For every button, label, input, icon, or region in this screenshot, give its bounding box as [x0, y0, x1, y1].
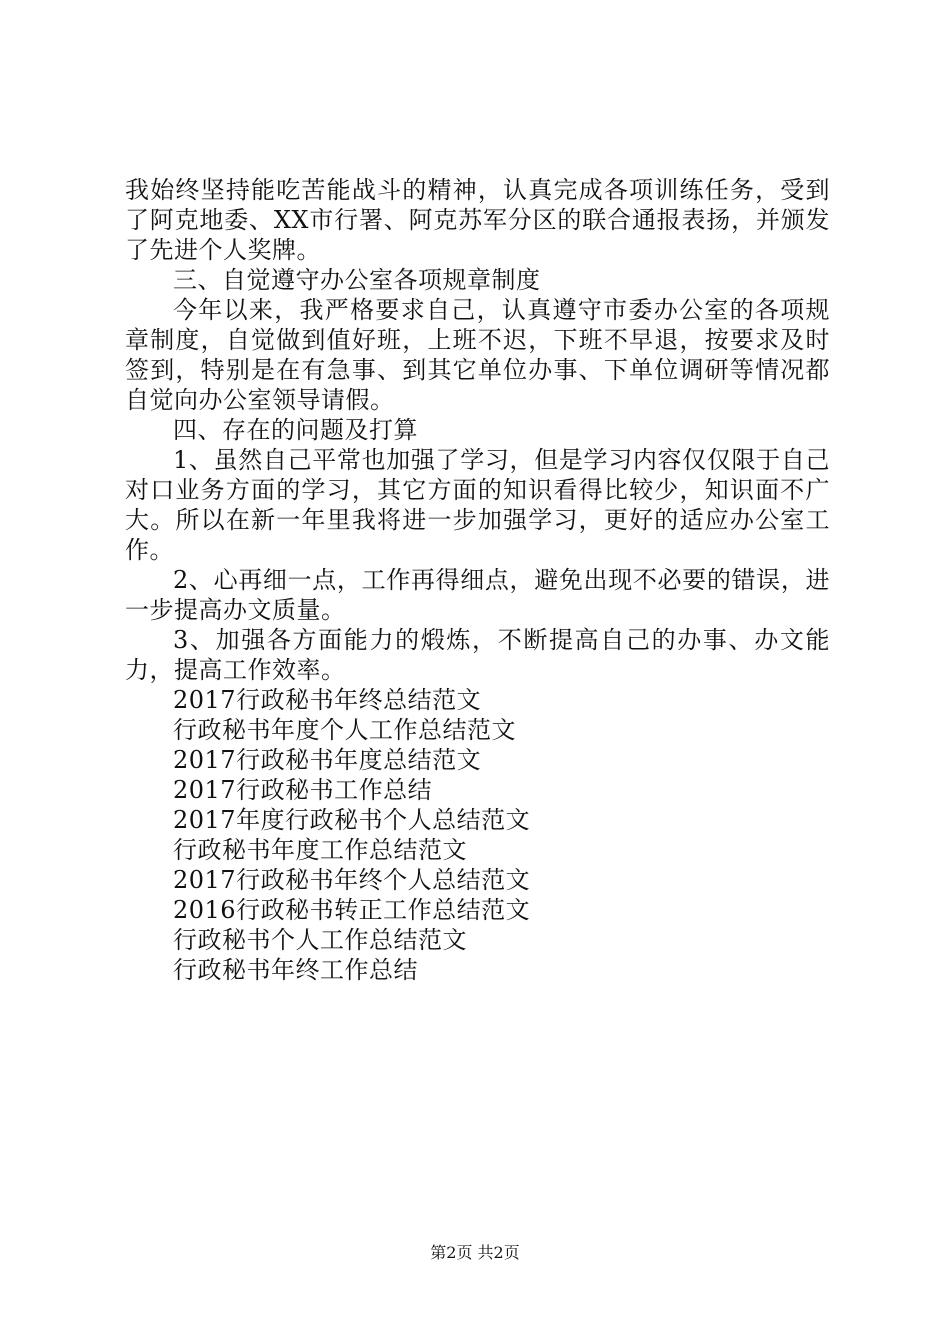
related-link[interactable]: 2017年度行政秘书个人总结范文 [173, 806, 531, 834]
related-link[interactable]: 行政秘书年终工作总结 [173, 956, 418, 984]
paragraph-item-3: 3、加强各方面能力的煅炼，不断提高自己的办事、办文能力，提高工作效率。 [125, 626, 830, 684]
related-link[interactable]: 2016行政秘书转正工作总结范文 [173, 896, 531, 924]
paragraph-item-1: 1、虽然自己平常也加强了学习，但是学习内容仅仅限于自己对口业务方面的学习，其它方面的知识看得比较少，知识面不广大。所以在新一年里我将进一步加强学习，更好的适应办公室工作。 [125, 446, 830, 564]
section-heading-4: 四、存在的问题及打算 [173, 416, 418, 444]
section-heading-3: 三、自觉遵守办公室各项规章制度 [173, 266, 541, 294]
related-link[interactable]: 2017行政秘书工作总结 [173, 776, 433, 804]
related-link[interactable]: 2017行政秘书年度总结范文 [173, 746, 482, 774]
related-link[interactable]: 行政秘书年度工作总结范文 [173, 836, 467, 864]
document-body [125, 175, 830, 985]
related-links-list [125, 685, 830, 985]
paragraph-rules: 今年以来，我严格要求自己，认真遵守市委办公室的各项规章制度，自觉做到值好班，上班不迟，下班不早退，按要求及时签到，特别是在有急事、到其它单位办事、下单位调研等情况都自觉向办公室领导请假。 [125, 296, 830, 414]
paragraph-continuation: 我始终坚持能吃苦能战斗的精神，认真完成各项训练任务，受到了阿克地委、XX市行署、阿克苏军分区的联合通报表扬，并颁发了先进个人奖牌。 [125, 176, 830, 264]
related-link[interactable]: 2017行政秘书年终个人总结范文 [173, 866, 531, 894]
paragraph-item-2: 2、心再细一点，工作再得细点，避免出现不必要的错误，进一步提高办文质量。 [125, 566, 830, 624]
related-link[interactable]: 行政秘书年度个人工作总结范文 [173, 716, 516, 744]
page-footer: 第2页 共2页 [430, 1243, 520, 1262]
related-link[interactable]: 行政秘书个人工作总结范文 [173, 926, 467, 954]
related-link[interactable]: 2017行政秘书年终总结范文 [173, 686, 482, 714]
